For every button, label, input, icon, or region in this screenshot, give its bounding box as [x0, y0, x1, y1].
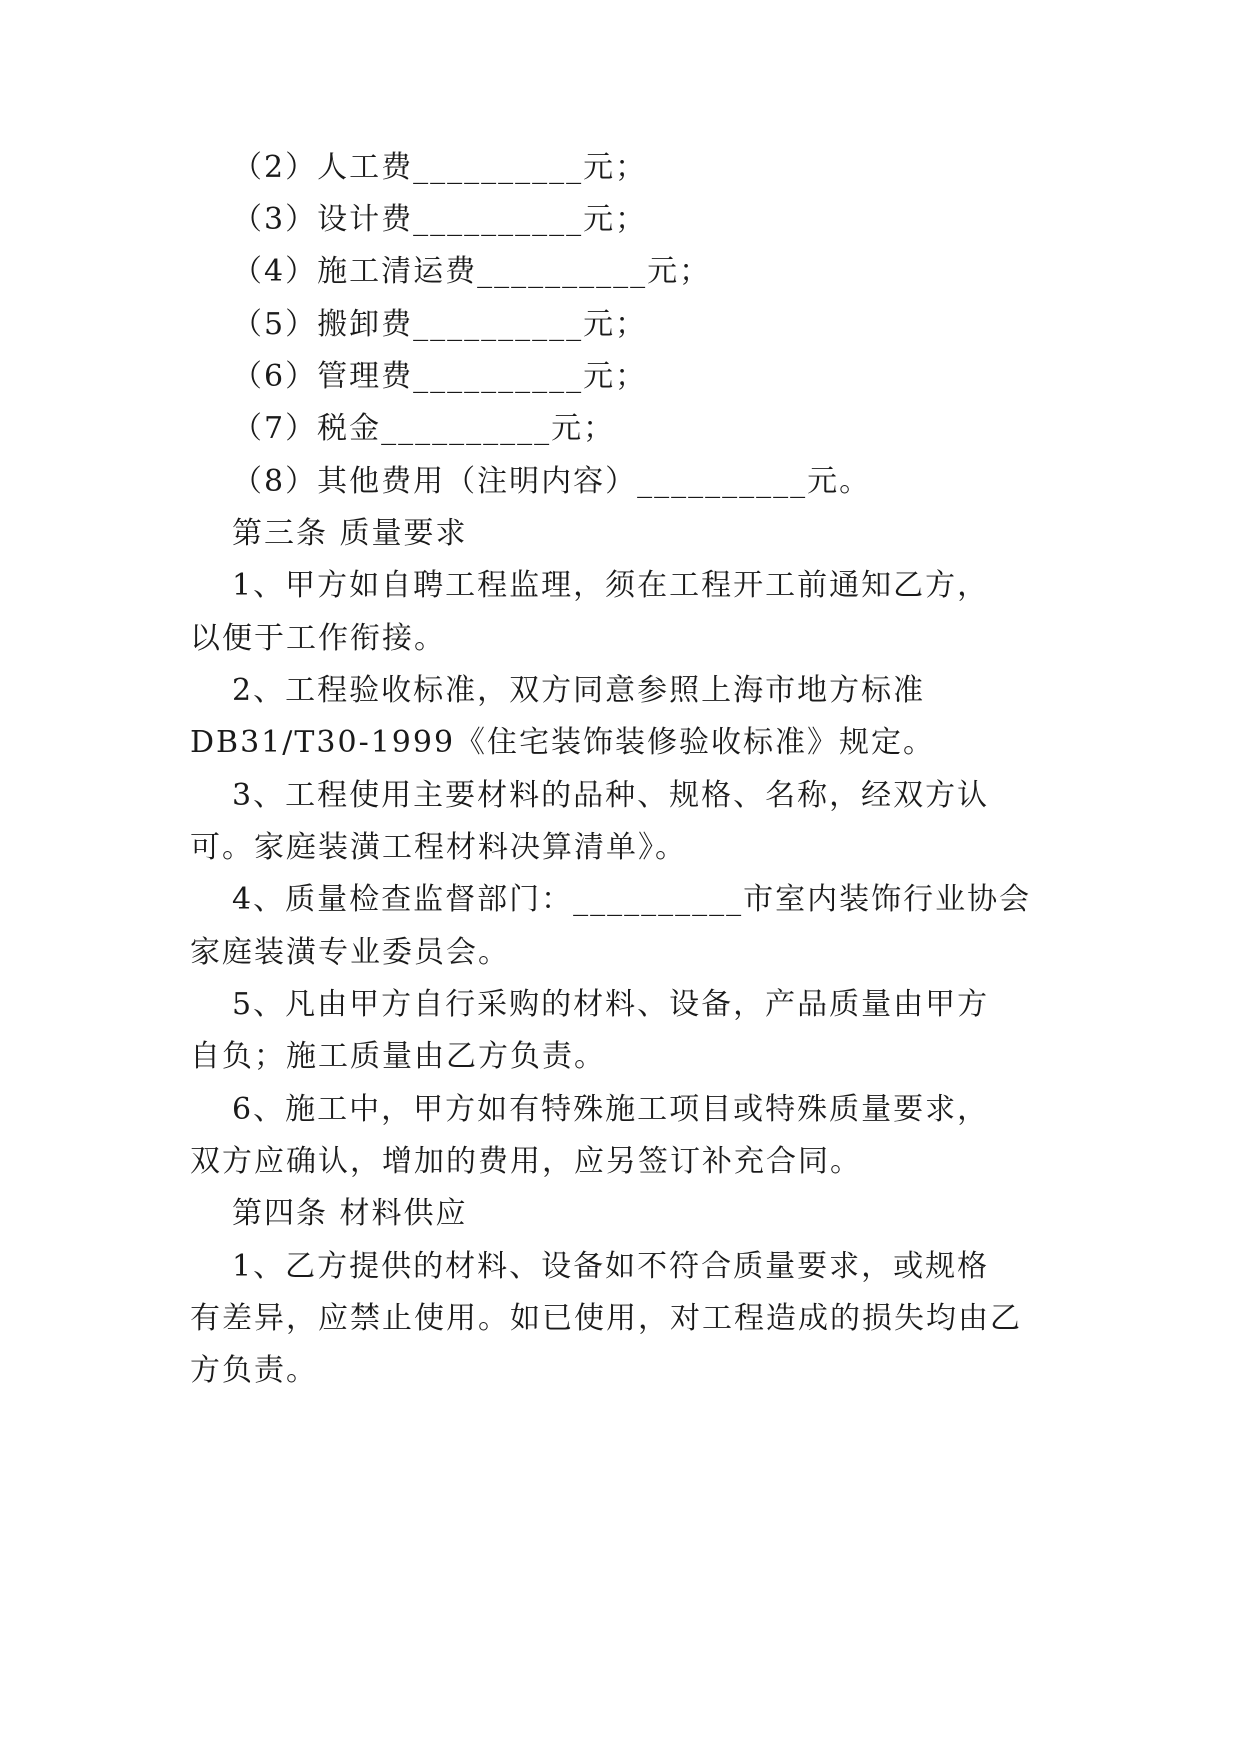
article-3-para-6-line-2: 双方应确认，增加的费用，应另签订补充合同。: [190, 1144, 862, 1179]
fee-item-other: （8）其他费用（注明内容）__________元。: [232, 464, 872, 499]
fee-item-management: （6）管理费__________元；: [232, 359, 648, 394]
article-3-para-5-line-2: 自负；施工质量由乙方负责。: [190, 1039, 606, 1074]
article-3-para-1-line-2: 以便于工作衔接。: [190, 621, 446, 656]
article-4-heading: 第四条 材料供应: [232, 1196, 468, 1231]
fee-item-tax: （7）税金__________元；: [232, 411, 616, 446]
fee-item-design: （3）设计费__________元；: [232, 202, 648, 237]
fee-item-cleanup: （4）施工清运费__________元；: [232, 254, 712, 289]
article-3-para-3-line-1: 3、工程使用主要材料的品种、规格、名称，经双方认: [232, 778, 990, 813]
article-3-para-4-line-2: 家庭装潢专业委员会。: [190, 935, 510, 970]
article-3-para-5-line-1: 5、凡由甲方自行采购的材料、设备，产品质量由甲方: [232, 987, 990, 1022]
fee-item-handling: （5）搬卸费__________元；: [232, 307, 648, 342]
article-3-para-3-line-2: 可。家庭装潢工程材料决算清单》。: [190, 830, 687, 865]
article-3-para-2-line-2: DB31/T30-1999《住宅装饰装修验收标准》规定。: [190, 725, 936, 760]
article-3-para-1-line-1: 1、甲方如自聘工程监理，须在工程开工前通知乙方，: [232, 568, 990, 603]
article-3-para-2-line-1: 2、工程验收标准，双方同意参照上海市地方标准: [232, 673, 926, 708]
fee-item-labor: （2）人工费__________元；: [232, 150, 648, 185]
article-4-para-1-line-1: 1、乙方提供的材料、设备如不符合质量要求，或规格: [232, 1249, 990, 1284]
article-4-para-1-line-3: 方负责。: [190, 1353, 318, 1388]
article-4-para-1-line-2: 有差异，应禁止使用。如已使用，对工程造成的损失均由乙: [190, 1301, 1022, 1336]
article-3-heading: 第三条 质量要求: [232, 516, 468, 551]
article-3-para-6-line-1: 6、施工中，甲方如有特殊施工项目或特殊质量要求，: [232, 1092, 990, 1127]
article-3-para-4-line-1: 4、质量检查监督部门：__________市室内装饰行业协会: [232, 882, 1032, 917]
